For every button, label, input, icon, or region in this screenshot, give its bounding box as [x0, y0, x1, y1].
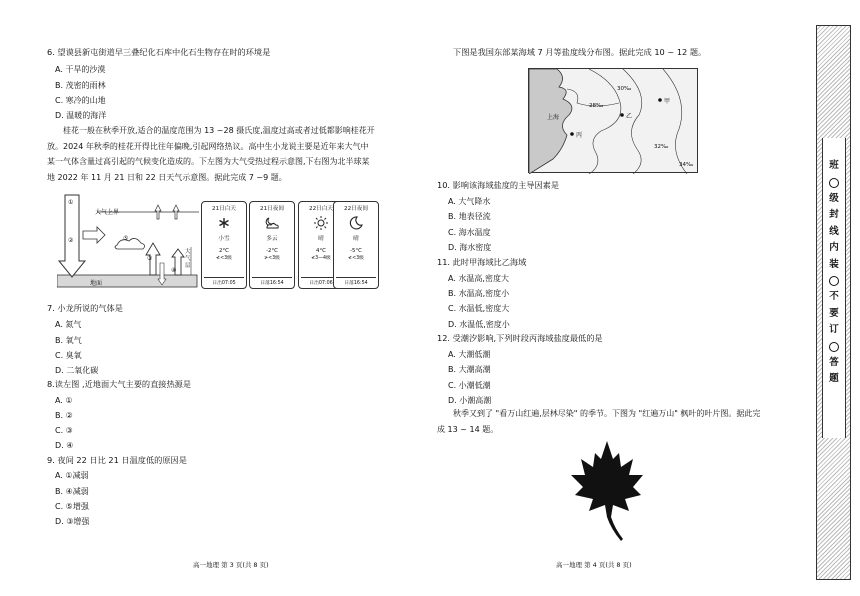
- binding-hole-icon: [829, 342, 839, 352]
- q10-stem: 10. 影响该海域盐度的主导因素是: [437, 180, 560, 190]
- q10-option-b[interactable]: B. 地表径流: [448, 212, 491, 221]
- q11-option-c[interactable]: C. 水温低,密度大: [448, 304, 510, 313]
- weather-card-21-night: [249, 201, 295, 289]
- q8-option-d[interactable]: D. ④: [55, 441, 74, 450]
- q9-option-a[interactable]: A. ①减弱: [55, 471, 89, 480]
- q7-option-b[interactable]: B. 氧气: [55, 336, 82, 345]
- q11-option-d[interactable]: D. 水温低,密度小: [448, 320, 510, 329]
- q6-option-b[interactable]: B. 茂密的雨林: [55, 81, 106, 90]
- map-label-bing: 丙: [576, 132, 583, 139]
- passage-13-14: [437, 406, 787, 437]
- weather-desc: 晴: [318, 236, 324, 242]
- atmosphere-heating-diagram: [57, 193, 199, 291]
- q11-option-a[interactable]: A. 水温高,密度大: [448, 274, 509, 283]
- q12-stem: 12. 受潮汐影响,下列时段丙海域盐度最低的是: [437, 333, 603, 343]
- q7-option-c[interactable]: C. 臭氧: [55, 351, 82, 360]
- weather-desc: 小雪: [218, 236, 230, 242]
- weather-header: 22日白天: [309, 206, 333, 212]
- binding-char: 级: [829, 192, 839, 204]
- binding-char: 装: [829, 258, 839, 270]
- weather-wind: ≮<3级: [348, 256, 364, 261]
- weather-header: 21日夜间: [260, 206, 284, 212]
- weather-card-21-day: [201, 201, 247, 289]
- weather-sun: 日落16:54: [336, 277, 376, 286]
- weather-header: 22日夜间: [344, 206, 368, 212]
- binding-char: 封: [829, 209, 839, 220]
- weather-desc: 多云: [266, 236, 278, 242]
- q6-stem: 6. 望谟县新屯街道早三叠纪化石库中化石生物存在时的环境是: [47, 47, 271, 57]
- q11-stem: 11. 此时甲海域比乙海域: [437, 257, 527, 267]
- isoline-30: 30‰: [617, 86, 632, 92]
- weather-temp: 2°C: [219, 248, 229, 254]
- weather-desc: 晴: [353, 236, 359, 242]
- marker-1: ①: [68, 199, 74, 206]
- weather-wind: ≮3—4级: [311, 256, 331, 261]
- binding-char: 题: [829, 373, 839, 384]
- page-footer-right: 高一地理 第 4 页(共 8 页): [556, 561, 632, 569]
- q7-option-d[interactable]: D. 二氧化碳: [55, 366, 99, 375]
- q6-option-a[interactable]: A. 干旱的沙漠: [55, 65, 106, 74]
- binding-notice: [822, 158, 846, 388]
- passage-line: 成 13 ~ 14 题。: [437, 424, 499, 434]
- intro-10-12: 下图是我国东部某海域 7 月等盐度线分布图。据此完成 10 ~ 12 题。: [453, 47, 707, 57]
- marker-5: ⑤: [123, 235, 129, 242]
- marker-2: ②: [68, 237, 74, 244]
- q12-option-a[interactable]: A. 大潮低潮: [448, 350, 491, 359]
- q9-option-b[interactable]: B. ④减弱: [55, 487, 89, 496]
- map-label-shanghai: 上海: [547, 114, 560, 121]
- binding-char: 订: [829, 324, 839, 335]
- q11-option-b[interactable]: B. 水温高,密度小: [448, 289, 510, 298]
- passage-line: 桂花一般在秋季开放,适合的温度范围为 13 ~28 摄氏度,温度过高或者过低都影响桂花开: [63, 126, 375, 135]
- weather-temp: -5°C: [350, 248, 362, 254]
- q10-option-c[interactable]: C. 海水温度: [448, 228, 491, 237]
- q8-stem: 8.读左图 ,近地面大气主要的直接热源是: [47, 379, 192, 389]
- q10-option-a[interactable]: A. 大气降水: [448, 197, 491, 206]
- passage-7-9: [47, 123, 419, 185]
- atmosphere-layer-label: 大气层: [185, 249, 191, 269]
- ground-label: 地面: [90, 280, 103, 287]
- q6-option-d[interactable]: D. 温暖的海洋: [55, 111, 107, 120]
- weather-wind: ≮<3级: [216, 256, 232, 261]
- isoline-32: 32‰: [654, 144, 669, 150]
- q12-option-c[interactable]: C. 小潮低潮: [448, 381, 491, 390]
- maple-leaf-image: [567, 437, 647, 542]
- q8-option-b[interactable]: B. ②: [55, 411, 73, 420]
- q12-option-d[interactable]: D. 小潮高潮: [448, 396, 492, 405]
- map-label-yi: 乙: [626, 113, 633, 120]
- passage-line: 秋季又到了 "看万山红遍,层林尽染" 的季节。下图为 "红遍万山" 枫叶的叶片图。据此完: [453, 409, 761, 418]
- isoline-28: 28‰: [589, 103, 604, 109]
- marker-4: ④: [171, 267, 177, 274]
- weather-sun: 日落16:54: [252, 277, 292, 286]
- page-footer-left: 高一地理 第 3 页(共 8 页): [193, 561, 269, 569]
- q8-option-c[interactable]: C. ③: [55, 426, 73, 435]
- upper-atmosphere-label: 大气上界: [95, 209, 120, 216]
- q6-option-c[interactable]: C. 寒冷的山地: [55, 96, 106, 105]
- cloudy-night-icon: [250, 212, 294, 234]
- binding-char: 不: [829, 291, 839, 302]
- passage-line: 某一气体含量过高引起的气候变化造成的。下左图为大气受热过程示意图,下右图为北半球某: [47, 157, 370, 167]
- binding-char: 要: [829, 307, 839, 319]
- q8-option-a[interactable]: A. ①: [55, 396, 73, 405]
- weather-card-22-night: [333, 201, 379, 289]
- binding-char: 答: [829, 356, 839, 368]
- weather-sun: 日出07:06: [301, 277, 341, 286]
- binding-hole-icon: [829, 178, 839, 188]
- binding-char: 班: [829, 160, 839, 171]
- binding-hole-icon: [829, 276, 839, 286]
- weather-wind: ≯<3级: [264, 256, 280, 261]
- map-label-jia: 甲: [664, 98, 671, 105]
- weather-temp: -2°C: [266, 248, 278, 254]
- q7-option-a[interactable]: A. 氮气: [55, 320, 82, 329]
- salinity-isoline-map: [528, 68, 698, 173]
- weather-temp: 4°C: [316, 248, 326, 254]
- binding-char: 线: [829, 225, 839, 237]
- weather-header: 21日白天: [212, 206, 236, 212]
- q9-stem: 9. 夜间 22 日比 21 日温度低的原因是: [47, 455, 187, 465]
- weather-sun: 日出07:05: [204, 277, 244, 286]
- q10-option-d[interactable]: D. 海水密度: [448, 243, 492, 252]
- q9-option-c[interactable]: C. ⑤增强: [55, 502, 89, 511]
- binding-char: 内: [829, 242, 839, 253]
- moon-icon: [334, 212, 378, 234]
- snow-icon: [202, 212, 246, 234]
- isoline-34: 34‰: [679, 162, 694, 168]
- q12-option-b[interactable]: B. 大潮高潮: [448, 365, 491, 374]
- passage-line: 放。2024 年秋季的桂花开得比往年偏晚,引起网络热议。高中生小龙说主要是近年来大气中: [47, 141, 369, 151]
- passage-line: 地 2022 年 11 月 21 日和 22 日天气示意图。据此完成 7 ~9 题。: [47, 172, 287, 182]
- q7-stem: 7. 小龙所说的气体是: [47, 303, 123, 313]
- q9-option-d[interactable]: D. ③增强: [55, 517, 90, 526]
- marker-3: ③: [147, 255, 153, 262]
